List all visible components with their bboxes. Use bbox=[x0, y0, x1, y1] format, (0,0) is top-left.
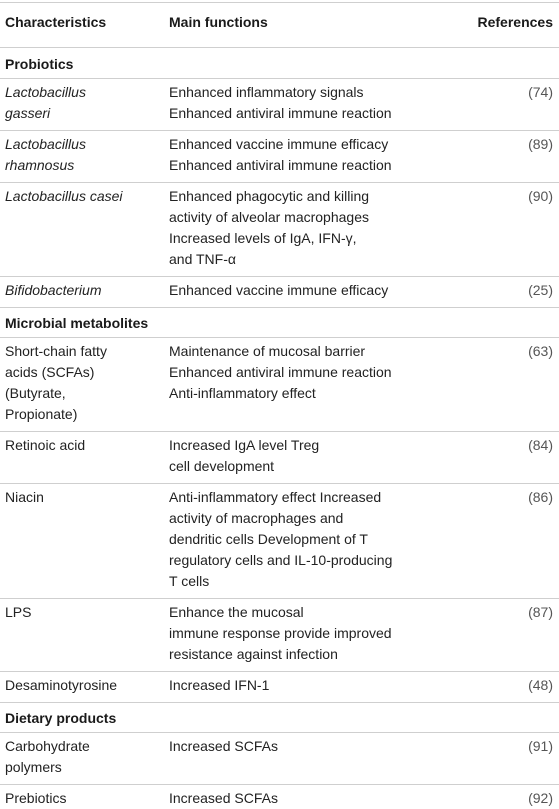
reference: (86) bbox=[528, 489, 553, 505]
function-line: Enhanced antiviral immune reaction bbox=[169, 157, 392, 173]
reference: (63) bbox=[528, 343, 553, 359]
table-top-rule bbox=[0, 2, 559, 3]
row-divider bbox=[0, 307, 559, 308]
function-line: Maintenance of mucosal barrier bbox=[169, 343, 366, 359]
header-rule bbox=[0, 47, 559, 48]
row-divider bbox=[0, 702, 559, 703]
function-line: resistance against infection bbox=[169, 646, 338, 662]
characteristic-line: Lactobacillus bbox=[5, 84, 86, 100]
characteristic-line: Propionate) bbox=[5, 406, 78, 422]
function-line: Increased levels of IgA, IFN-γ, bbox=[169, 230, 357, 246]
characteristic-line: Bifidobacterium bbox=[5, 282, 102, 298]
characteristic-line: (Butyrate, bbox=[5, 385, 66, 401]
reference: (84) bbox=[528, 437, 553, 453]
function-line: Increased SCFAs bbox=[169, 790, 278, 806]
row-divider bbox=[0, 276, 559, 277]
characteristic-line: LPS bbox=[5, 604, 32, 620]
row-divider bbox=[0, 78, 559, 79]
reference: (87) bbox=[528, 604, 553, 620]
characteristic-line: Retinoic acid bbox=[5, 437, 86, 453]
characteristic-line: Desaminotyrosine bbox=[5, 677, 118, 693]
header-main-functions: Main functions bbox=[169, 14, 268, 30]
function-line: activity of macrophages and bbox=[169, 510, 344, 526]
function-line: Enhanced vaccine immune efficacy bbox=[169, 136, 389, 152]
reference: (92) bbox=[528, 790, 553, 806]
row-divider bbox=[0, 431, 559, 432]
function-line: Enhanced vaccine immune efficacy bbox=[169, 282, 389, 298]
characteristic-line: polymers bbox=[5, 759, 62, 775]
reference: (90) bbox=[528, 188, 553, 204]
row-divider bbox=[0, 483, 559, 484]
reference: (25) bbox=[528, 282, 553, 298]
function-line: dendritic cells Development of T bbox=[169, 531, 368, 547]
function-line: Enhanced phagocytic and killing bbox=[169, 188, 370, 204]
characteristic-line: gasseri bbox=[5, 105, 51, 121]
row-divider bbox=[0, 732, 559, 733]
row-divider bbox=[0, 337, 559, 338]
reference: (89) bbox=[528, 136, 553, 152]
header-characteristics: Characteristics bbox=[5, 14, 107, 30]
characteristic-line: Lactobacillus bbox=[5, 136, 86, 152]
row-divider bbox=[0, 598, 559, 599]
function-line: Anti-inflammatory effect bbox=[169, 385, 316, 401]
header-references: References bbox=[477, 14, 553, 30]
row-divider bbox=[0, 784, 559, 785]
function-line: Increased IgA level Treg bbox=[169, 437, 320, 453]
function-line: T cells bbox=[169, 573, 210, 589]
row-divider bbox=[0, 182, 559, 183]
section-title: Probiotics bbox=[5, 56, 74, 72]
reference: (91) bbox=[528, 738, 553, 754]
function-line: Enhance the mucosal bbox=[169, 604, 304, 620]
characteristic-line: Short-chain fatty bbox=[5, 343, 107, 359]
row-divider bbox=[0, 130, 559, 131]
characteristic-line: Prebiotics bbox=[5, 790, 67, 806]
function-line: Enhanced antiviral immune reaction bbox=[169, 364, 392, 380]
function-line: immune response provide improved bbox=[169, 625, 392, 641]
characteristic-line: Lactobacillus casei bbox=[5, 188, 123, 204]
characteristic-line: rhamnosus bbox=[5, 157, 75, 173]
characteristic-line: Carbohydrate bbox=[5, 738, 90, 754]
characteristic-line: acids (SCFAs) bbox=[5, 364, 95, 380]
function-line: Enhanced inflammatory signals bbox=[169, 84, 364, 100]
function-line: activity of alveolar macrophages bbox=[169, 209, 369, 225]
function-line: Enhanced antiviral immune reaction bbox=[169, 105, 392, 121]
function-line: Increased IFN-1 bbox=[169, 677, 270, 693]
reference: (48) bbox=[528, 677, 553, 693]
section-title: Microbial metabolites bbox=[5, 315, 149, 331]
section-title: Dietary products bbox=[5, 710, 117, 726]
function-line: regulatory cells and IL-10-producing bbox=[169, 552, 393, 568]
function-line: Anti-inflammatory effect Increased bbox=[169, 489, 382, 505]
reference: (74) bbox=[528, 84, 553, 100]
function-line: Increased SCFAs bbox=[169, 738, 278, 754]
function-line: and TNF-α bbox=[169, 251, 236, 267]
characteristic-line: Niacin bbox=[5, 489, 44, 505]
row-divider bbox=[0, 671, 559, 672]
function-line: cell development bbox=[169, 458, 275, 474]
